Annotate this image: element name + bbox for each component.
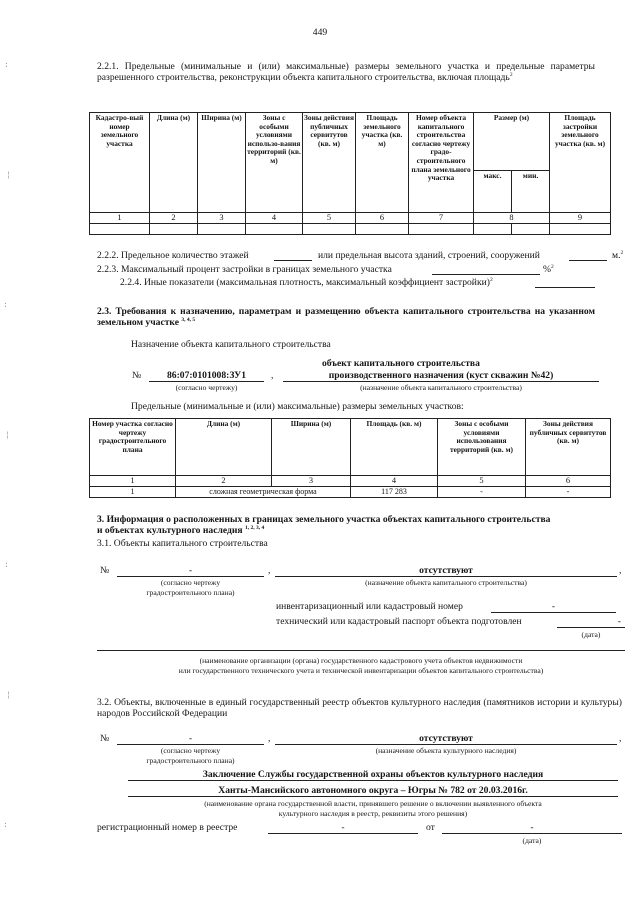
date-caption: (дата) [581, 630, 601, 639]
col-number: 1 [90, 476, 176, 487]
object-number-3-2: - [117, 733, 264, 745]
caption-purpose: (назначение объекта капитального строительства) [365, 578, 527, 587]
col-number: 8 [474, 213, 550, 224]
from-label: от [426, 822, 435, 833]
table-cell-empty [550, 224, 611, 235]
col-header-length: Длина (м) [176, 419, 272, 476]
table-cell-empty [356, 224, 409, 235]
comma: , [268, 733, 271, 744]
col-number: 6 [526, 476, 611, 487]
table-cell-empty [474, 224, 512, 235]
cell-zones-special: - [438, 487, 526, 498]
object-name-line-2: производственного назначения (куст скважин №42) [283, 370, 599, 382]
org-caption-2: или государственного технического учета и технической инвентаризации объектов капитального строительства) [178, 666, 544, 675]
object-number-3-1: - [117, 565, 264, 577]
binder-margin: : ¦ : ¦ : ¦ : [3, 60, 11, 829]
build-percent-field [432, 274, 540, 275]
object-absent-3-2: отсутствуют [275, 733, 617, 745]
footnote-ref: 2 [509, 72, 513, 79]
cell-plot: 1 [90, 487, 176, 498]
subsection-3-1: 3.1. Объекты капитального строительства [97, 538, 268, 549]
col-header-zones-special: Зоны с особыми условиями использования территорий (кв. м) [438, 419, 526, 476]
comma: , [619, 733, 622, 744]
section-2-2-1-title [97, 61, 595, 83]
other-indicators-field [535, 287, 595, 288]
col-number: 5 [438, 476, 526, 487]
comma: , [619, 565, 622, 576]
table-cell-empty [303, 224, 356, 235]
num-sign: № [100, 733, 110, 744]
registry-label: регистрационный номер в реестре [97, 822, 238, 833]
num-sign: № [100, 565, 110, 576]
table-cell-empty [512, 224, 550, 235]
footnote-ref: 1, 2, 3, 4 [244, 525, 265, 532]
col-number: 1 [90, 213, 150, 224]
col-header-max: макс. [474, 171, 512, 213]
table-cell-empty [198, 224, 246, 235]
org-caption-1: (наименование организации (органа) государственного кадастрового учета объектов недвижимости [199, 656, 523, 665]
authority-caption-2: культурного наследия в реестр, реквизиты этого решения) [278, 809, 468, 818]
object-number: 86:07:0101008:ЗУ1 [149, 370, 264, 382]
col-number: 2 [176, 476, 272, 487]
col-header-min: мин. [512, 171, 550, 213]
section-2-2-4-text: 2.2.4. Иные показатели (максимальная плотность, максимальный коэффициент застройки) [120, 277, 490, 288]
footnote-ref: 2 [489, 276, 493, 283]
col-header-zones-servitude: Зоны действия публичных сервитутов (кв. м) [526, 419, 611, 476]
page-number: 449 [312, 27, 328, 38]
comma: , [271, 370, 274, 381]
table-cell-empty [246, 224, 303, 235]
col-number: 3 [198, 213, 246, 224]
caption-heritage: (назначение объекта культурного наследия) [375, 746, 517, 755]
col-number: 4 [246, 213, 303, 224]
section-2-3-title-text: 2.3. Требования к назначению, параметрам и размещению объекта капитального строительства на указанном земельном участке [97, 306, 595, 329]
col-number: 5 [303, 213, 356, 224]
section-2-2-2-label: 2.2.2. Предельное количество этажей [97, 250, 249, 261]
col-number: 9 [550, 213, 611, 224]
passport-date-value: - [557, 616, 625, 628]
section-3-title-text: 3. Информация о расположенных в границах земельного участка объектах капитального строительства и объектах культурного наследия [97, 514, 551, 537]
col-number: 2 [150, 213, 198, 224]
unit-percent [543, 264, 554, 275]
caption-drawing: градостроительного плана) [146, 588, 235, 597]
col-number: 4 [351, 476, 438, 487]
conclusion-line-2: Ханты-Мансийского автономного округа – Югры № 782 от 20.03.2016г. [128, 785, 618, 797]
cell-area: 117 283 [351, 487, 438, 498]
col-number: 3 [272, 476, 351, 487]
col-header-width: Ширина (м) [198, 113, 246, 213]
from-value: - [442, 822, 622, 834]
limits-label: Предельные (минимальные и (или) максимальные) размеры земельных участков: [131, 401, 464, 412]
footnote-ref: 2 [551, 263, 554, 270]
section-2-2-3-label: 2.2.3. Максимальный процент застройки в границах земельного участка [97, 264, 392, 275]
table-cell-empty [409, 224, 474, 235]
col-number: 6 [356, 213, 409, 224]
caption-drawing: (согласно чертежу [160, 746, 221, 755]
height-field [569, 260, 607, 261]
inventory-label: инвентаризационный или кадастровый номер [276, 601, 463, 612]
col-header-plot: Номер участка согласно чертежу градостроительного плана [90, 419, 176, 476]
org-name-field [97, 650, 625, 651]
inventory-value: - [491, 601, 616, 613]
col-header-zones-servitude: Зоны действия публичных сервитутов (кв. м) [303, 113, 356, 213]
table-cell-empty [150, 224, 198, 235]
section-2-2-4-label [120, 277, 493, 288]
section-2-2-1-title-text: 2.2.1. Предельные (минимальные и (или) максимальные) размеры земельного участка и предельные параметры разрешенного строительства, реконструкции объекта капитального строительства, включая площадь [97, 61, 595, 84]
comma: , [268, 565, 271, 576]
col-header-width: Ширина (м) [272, 419, 351, 476]
col-header-cadastral: Кадастро-вый номер земельного участка [90, 113, 150, 213]
conclusion-line-1: Заключение Службы государственной охраны объектов культурного наследия [128, 769, 618, 781]
date-caption: (дата) [522, 836, 542, 845]
col-header-built-area: Площадь застройки земельного участка (кв. м) [550, 113, 611, 213]
footnote-ref: 3, 4, 5 [181, 317, 196, 324]
table-2-3 [89, 418, 611, 498]
footnote-ref: 2 [620, 249, 624, 256]
purpose-label: Назначение объекта капитального строительства [131, 339, 331, 350]
table-2-2-1 [89, 112, 611, 235]
section-2-3-title [97, 306, 595, 328]
section-3-title [97, 514, 557, 536]
col-header-zones-special: Зоны с особыми условиями использо-вания территорий (кв. м) [246, 113, 303, 213]
registry-value: - [268, 822, 418, 834]
caption-drawing: градостроительного плана) [146, 756, 235, 765]
col-header-length: Длина (м) [150, 113, 198, 213]
col-number: 7 [409, 213, 474, 224]
col-header-object-number: Номер объекта капитального строительства согласно чертежу градо-строительного плана земельного участка [409, 113, 474, 213]
floors-field [274, 260, 312, 261]
col-header-size: Размер (м) [474, 113, 550, 171]
passport-label: технический или кадастровый паспорт объекта подготовлен [276, 616, 522, 627]
section-2-2-2-height-label: или предельная высота зданий, строений, сооружений [318, 250, 540, 261]
object-absent-3-1: отсутствуют [275, 565, 617, 577]
subsection-3-2: 3.2. Объекты, включенные в единый государственный реестр объектов культурного наследия (памятников истории и культуры) народов Российской Федерации [97, 697, 622, 720]
authority-caption-1: (наименование органа государственной власти, принявшего решение о включении выявленного объекта [204, 799, 542, 808]
unit-meters [612, 250, 623, 261]
cell-shape: сложная геометрическая форма [176, 487, 351, 498]
caption-drawing: (согласно чертежу) [175, 383, 238, 392]
unit-meters-text: м. [612, 250, 621, 261]
cell-zones-servitude: - [526, 487, 611, 498]
col-header-area: Площадь земельного участка (кв. м) [356, 113, 409, 213]
col-header-area: Площадь (кв. м) [351, 419, 438, 476]
caption-purpose: (назначение объекта капитального строительства) [360, 383, 522, 392]
table-cell-empty [90, 224, 150, 235]
caption-drawing: (согласно чертежу [160, 578, 221, 587]
object-name-line-1: объект капитального строительства [322, 358, 480, 369]
num-sign: № [132, 370, 142, 381]
unit-percent-text: % [543, 264, 551, 275]
